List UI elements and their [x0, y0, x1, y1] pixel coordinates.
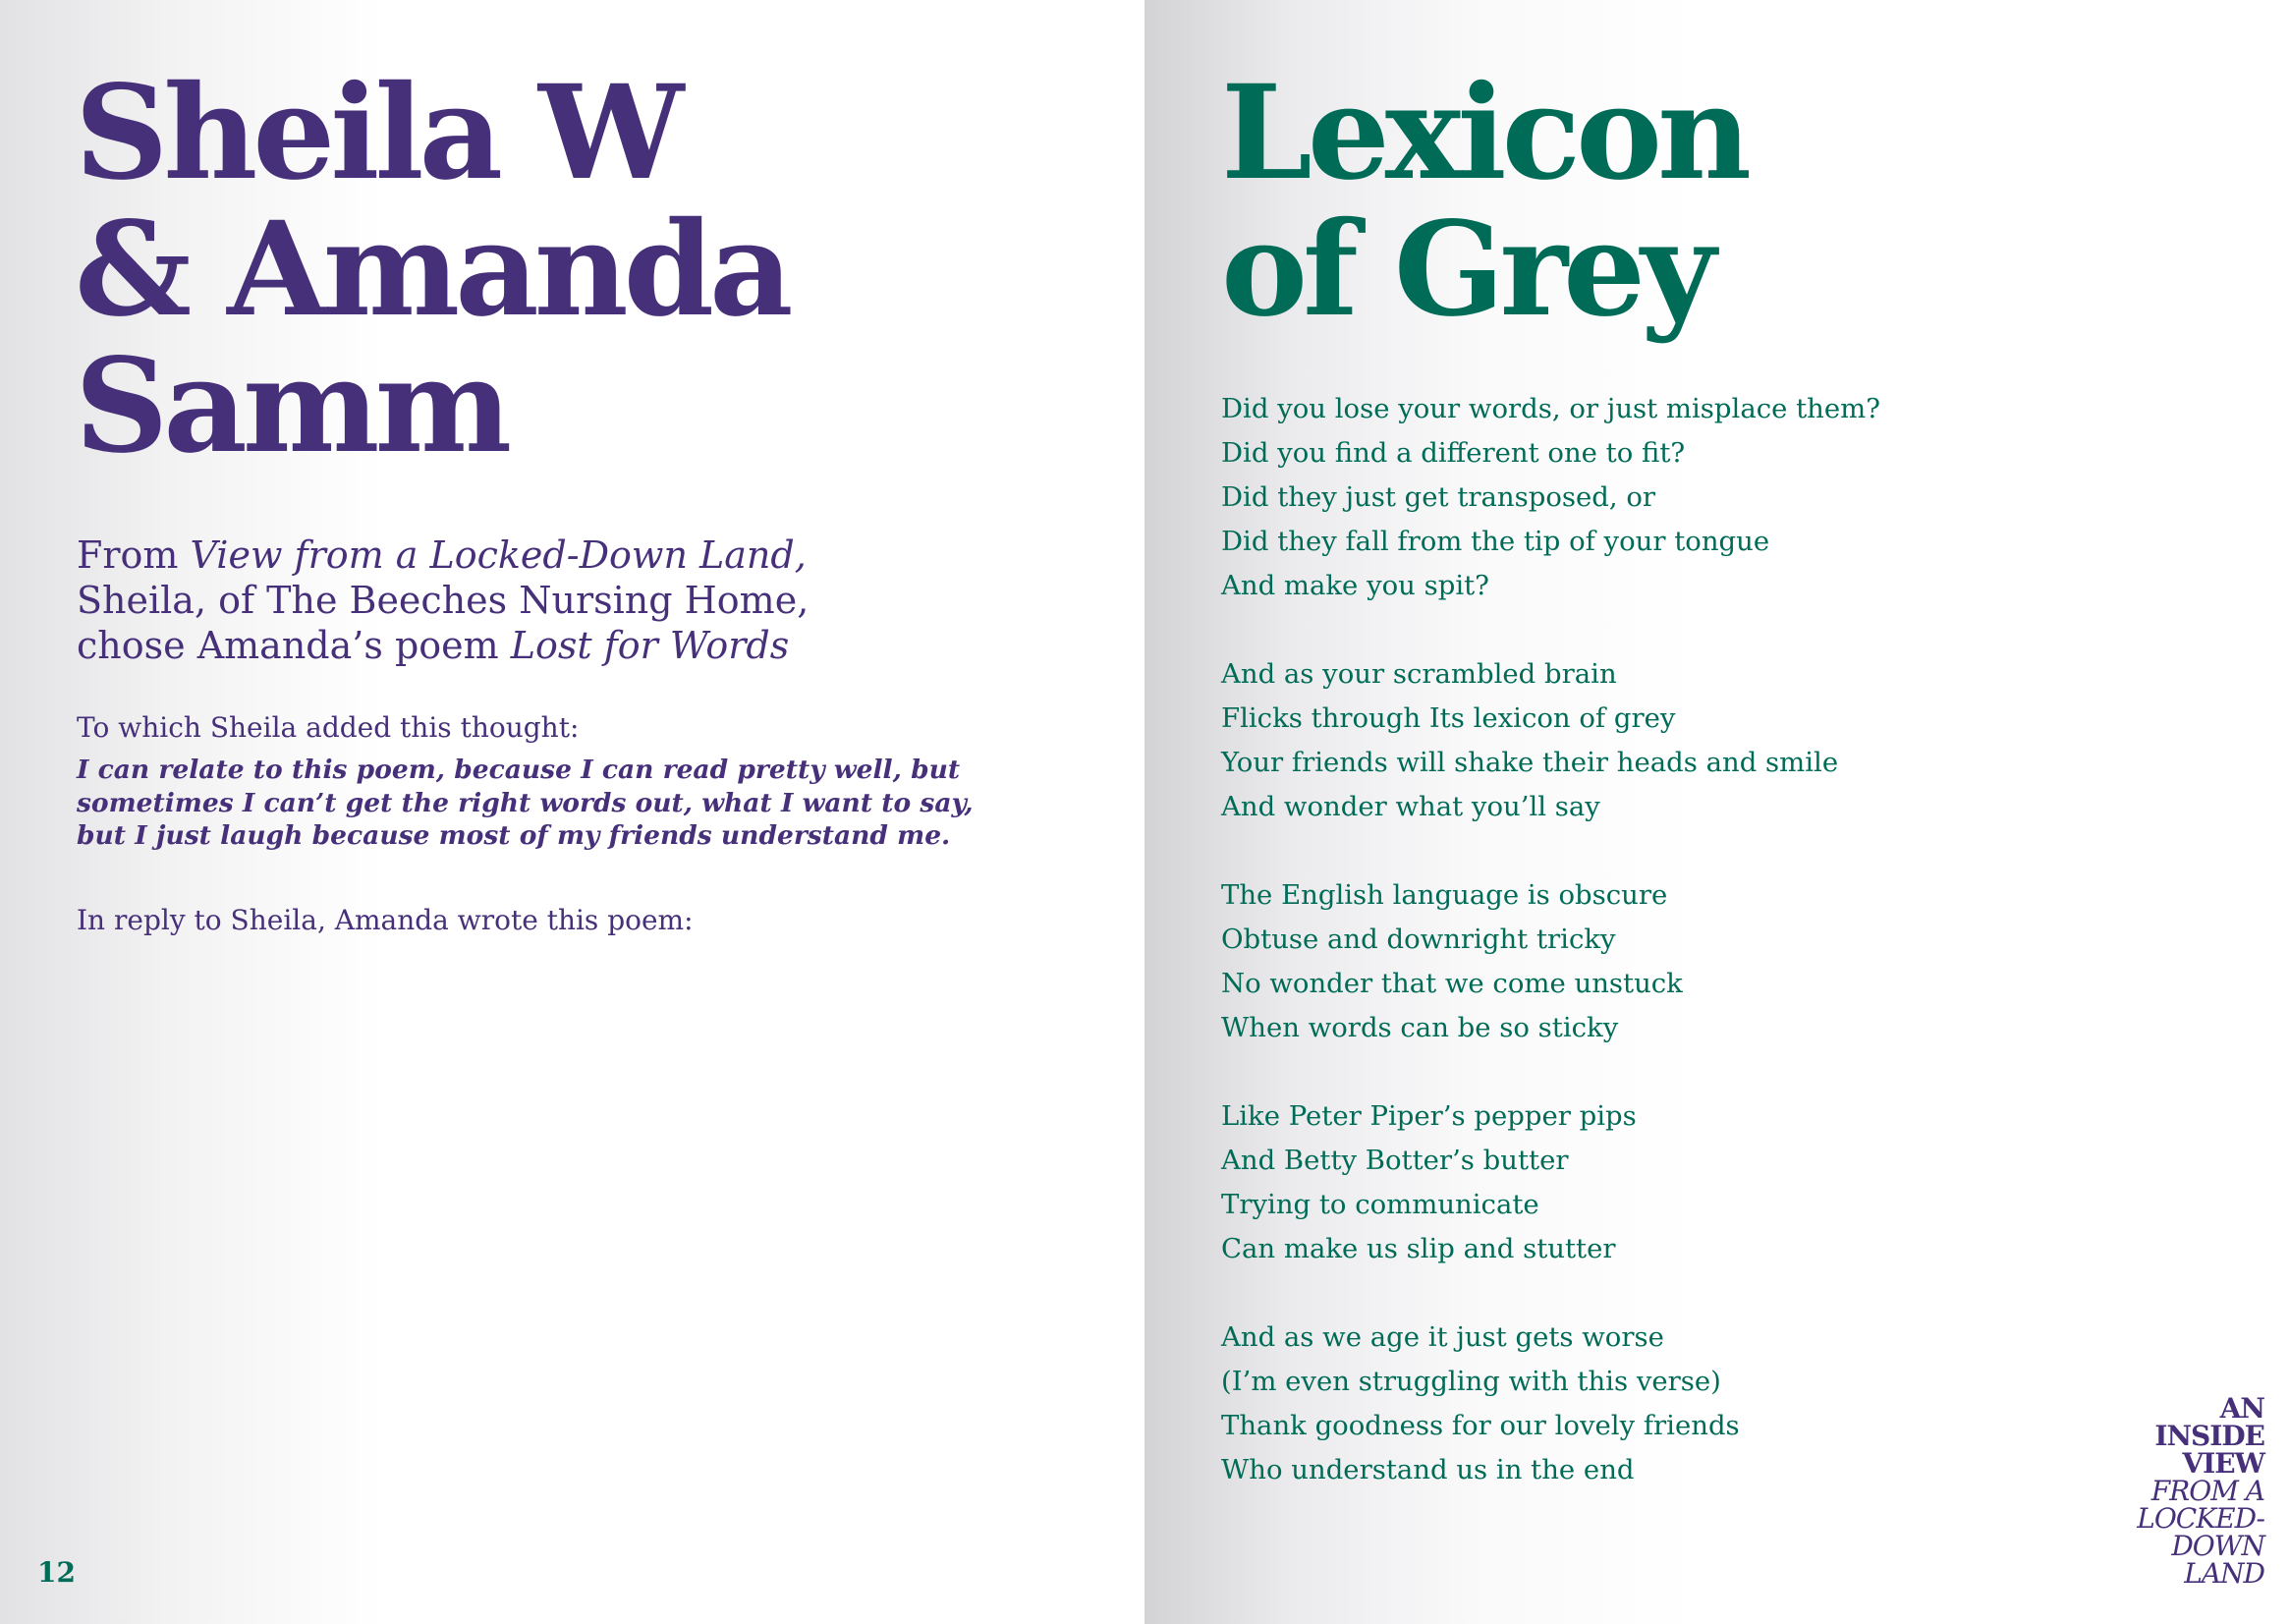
poem-line: Trying to communicate — [1221, 1189, 1539, 1220]
poem-body — [1221, 391, 1880, 1540]
intro-text: From — [77, 533, 191, 577]
left-page — [0, 0, 1144, 1624]
reply-intro: In reply to Sheila, Amanda wrote this poem: — [77, 904, 694, 936]
poem-stanza — [1221, 1319, 1880, 1496]
right-page — [1144, 0, 2289, 1624]
brand-line: LAND — [2184, 1557, 2264, 1590]
book-title: View from a Locked-Down Land, — [190, 533, 807, 577]
poem-line: Flicks through Its lexicon of grey — [1221, 702, 1676, 734]
intro-line — [77, 623, 1059, 668]
sheila-quote — [77, 754, 974, 853]
brand-line: AN — [2219, 1392, 2264, 1425]
poem-line: Did you lose your words, or just misplace them? — [1221, 393, 1880, 424]
poem-line: The English language is obscure — [1221, 879, 1668, 911]
intro-paragraph — [77, 532, 1059, 668]
brand-line: VIEW — [2182, 1447, 2264, 1480]
page-number: 12 — [37, 1556, 76, 1589]
intro-line: Sheila, of The Beeches Nursing Home, — [77, 579, 810, 622]
poem-line: Who understand us in the end — [1221, 1454, 1635, 1485]
poem-title-reference: Lost for Words — [510, 624, 790, 667]
poem-line: Like Peter Piper’s pepper pips — [1221, 1100, 1637, 1132]
poem-line: Did they fall from the tip of your tongue — [1221, 526, 1770, 557]
poem-line: Thank goodness for our lovely friends — [1221, 1410, 1740, 1441]
brand-line: DOWN — [2171, 1530, 2264, 1562]
quote-line: but I just laugh because most of my friends understand me. — [77, 820, 951, 851]
brand-line: INSIDE — [2154, 1420, 2264, 1452]
poem-line: (I’m even struggling with this verse) — [1221, 1366, 1721, 1397]
quote-line: I can relate to this poem, because I can read pretty well, but — [77, 755, 961, 785]
poem-stanza — [1221, 1098, 1880, 1275]
poem-line: And Betty Botter’s butter — [1221, 1145, 1569, 1176]
poem-title-line: of Grey — [1221, 194, 1711, 346]
intro-line — [77, 532, 1059, 578]
poem-line: And as we age it just gets worse — [1221, 1321, 1664, 1353]
intro-text: chose Amanda’s poem — [77, 624, 511, 667]
poem-line: Did they just get transposed, or — [1221, 481, 1656, 513]
poem-stanza — [1221, 391, 1880, 612]
poem-stanza — [1221, 656, 1880, 833]
left-title-line: Sheila W — [75, 57, 680, 209]
brand-logo — [2137, 1392, 2264, 1590]
poem-line: When words can be so sticky — [1221, 1012, 1619, 1043]
poem-line: No wonder that we come unstuck — [1221, 968, 1683, 999]
poem-line: And make you spit? — [1221, 570, 1489, 601]
left-title-line: & Amanda — [75, 194, 789, 346]
poem-line: Did you find a different one to fit? — [1221, 437, 1686, 469]
quote-line: sometimes I can’t get the right words out, what I want to say, — [77, 787, 974, 818]
poem-line: And as your scrambled brain — [1221, 658, 1617, 690]
poem-line: Your friends will shake their heads and smile — [1221, 747, 1839, 778]
brand-line: LOCKED- — [2137, 1502, 2264, 1535]
left-title-line: Samm — [75, 330, 508, 482]
poem-title-line: Lexicon — [1221, 57, 1748, 209]
poem-line: Obtuse and downright tricky — [1221, 924, 1616, 955]
thought-intro: To which Sheila added this thought: — [77, 711, 580, 744]
poem-stanza — [1221, 877, 1880, 1054]
brand-line: FROM A — [2150, 1475, 2264, 1507]
poem-title — [1221, 57, 1748, 346]
poem-line: Can make us slip and stutter — [1221, 1233, 1616, 1264]
poem-line: And wonder what you’ll say — [1221, 791, 1600, 822]
left-page-title — [75, 57, 789, 482]
